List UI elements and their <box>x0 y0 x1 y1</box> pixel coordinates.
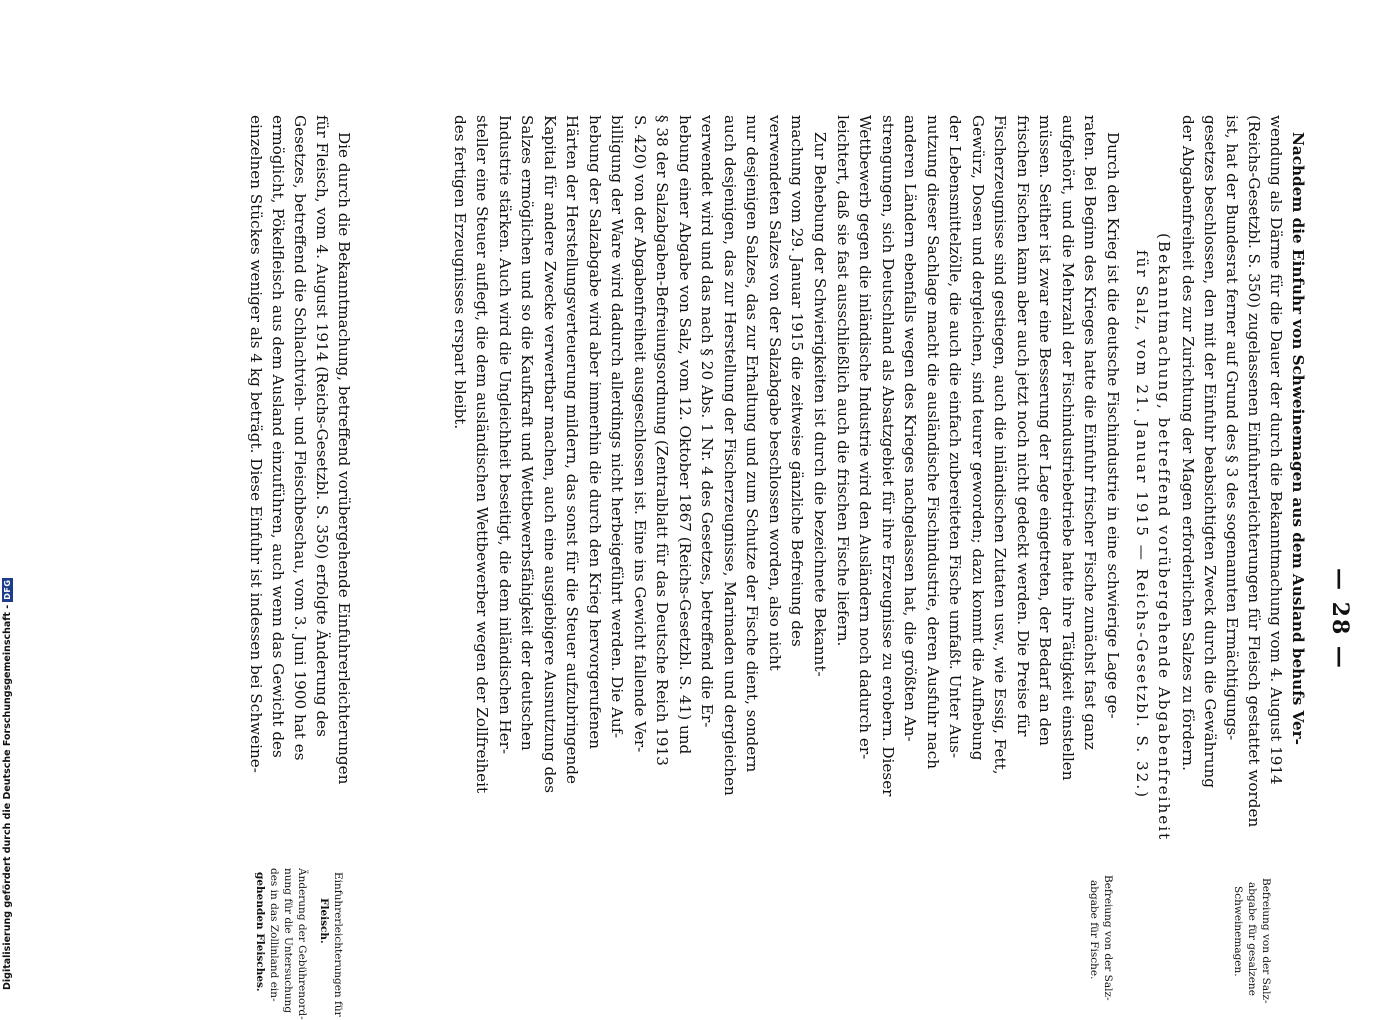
text-line: leichtert, daß sie fast ausschließlich auch die frischen Fische liefern. <box>834 115 852 647</box>
text-line: Salzes ermöglichen und so die Kaufkraft und Wettbewerbsfähigkeit der deutschen <box>518 115 536 751</box>
text-line: ermöglicht, Pökelfleisch aus dem Ausland einzuführen, auch wenn das Gewicht des <box>269 115 287 758</box>
text-line: verwendeten Salzes von der Salzabgabe beschlossen worden, also nicht <box>766 115 784 671</box>
margin-note-line: Fleisch. <box>318 898 330 944</box>
text-line: (Reichs-Gesetzbl. S. 350) zugelassenen Einfuhrerleichterungen für Fleisch gestattet worden <box>1245 115 1263 828</box>
text-line: wendung als Därme für die Dauer der durch die Bekanntmachung vom 4. August 1914 <box>1267 115 1285 785</box>
text-line: Nachdem die Einfuhr von Schweinemagen aus dem Ausland behufs Ver- <box>1289 132 1307 745</box>
text-line: S. 420) von der Abgabenfreiheit ausgeschlossen ist. Eine ins Gewicht fallende Ver- <box>631 115 649 753</box>
margin-note-line: nung für die Untersuchung <box>282 868 294 1014</box>
page-number: — 28 — <box>1327 568 1353 670</box>
margin-note-line: Schweinemagen. <box>1232 886 1244 977</box>
margin-note-line: Befreiung von der Salz- <box>1102 875 1114 1001</box>
text-line: Gesetzes, betreffend die Schlachtvieh- und Fleischbeschau, vom 3. Juni 1900 hat es <box>291 115 309 761</box>
margin-note-line: des in das Zollinland ein- <box>268 868 280 1002</box>
text-line: auch desjenigen, das zur Herstellung der Fischerzeugnisse, Marinaden und dergleichen <box>721 115 739 796</box>
text-line: hebung der Salzabgabe wird aber immerhin die durch den Krieg hervorgerufenen <box>586 115 604 750</box>
text-line: für Fleisch, vom 4. August 1914 (Reichs-Gesetzbl. S. 350) erfolgte Änderung des <box>313 115 331 737</box>
text-line: billigung der Ware wird dadurch allerdings nicht herbeigeführt werden. Die Auf- <box>608 115 626 738</box>
text-line: müssen. Seither ist zwar eine Besserung der Lage eingetreten, der Bedarf an den <box>1036 115 1054 746</box>
text-line: der Lebensmittelzölle, die auch die einfach zubereiteten Fische umfaßt. Unter Aus- <box>946 115 964 759</box>
text-line: frischen Fischen kann aber auch jetzt noch nicht gedeckt werden. Die Preise für <box>1014 115 1032 737</box>
text-line: hebung einer Abgabe von Salz, vom 12. Oktober 1867 (Reichs-Gesetzbl. S. 41) und <box>676 115 694 755</box>
text-line: raten. Bei Beginn des Krieges hatte die Einfuhr frischer Fische zunächst fast ganz <box>1081 115 1099 750</box>
dfg-logo-icon: DFG <box>2 579 12 600</box>
text-line: Die durch die Bekanntmachung, betreffend vorübergehende Einfuhrerleichterungen <box>335 132 353 785</box>
text-line: § 38 der Salzabgaben-Befreiungsordnung (Zentralblatt für das Deutsche Reich 1913 <box>653 115 671 766</box>
text-line: der Abgabenfreiheit des zur Zurichtung der Magen erforderlichen Salzes zu fördern. <box>1179 115 1197 771</box>
text-line: Gewürz, Dosen und dergleichen, sind teurer geworden; dazu kommt die Aufhebung <box>969 115 987 761</box>
text-line: Durch den Krieg ist die deutsche Fischindustrie in eine schwierige Lage ge- <box>1104 132 1122 719</box>
text-line: nutzung dieser Sachlage macht die ausländische Fischindustrie, deren Ausfuhr nach <box>924 115 942 770</box>
text-line: anderen Ländern ebenfalls wegen des Krieges nachgelassen hat, die größten An- <box>901 115 919 742</box>
text-line: ist, hat der Bundesrat ferner auf Grund des § 3 des sogenannten Ermächtigungs- <box>1223 115 1241 741</box>
text-line: des fertigen Erzeugnisses erspart bleibt. <box>451 115 469 430</box>
margin-note-line: abgabe für gesalzene <box>1246 882 1258 996</box>
text-line: Zur Behebung der Schwierigkeiten ist durch die bezeichnete Bekannt- <box>811 132 829 677</box>
text-line: steller eine Steuer auflegt, die dem ausländischen Wettbewerber wegen der Zollfreiheit <box>473 115 491 794</box>
text-line: Kapital für andere Zwecke verwertbar machen, auch eine ausgiebigere Ausnutzung des <box>541 115 559 793</box>
text-line: machung vom 29. Januar 1915 die zeitweise gänzliche Befreiung des <box>788 115 806 647</box>
text-line: strengungen, sich Deutschland als Absatzgebiet für ihre Erzeugnisse zu erobern. Dieser <box>879 115 897 797</box>
text-line: Wettbewerb gegen die inländische Industrie wird den Ausländern noch dadurch er- <box>856 115 874 760</box>
margin-note-line: Einfuhrerleichterungen für <box>332 872 344 1017</box>
margin-note-line: Änderung der Gebührenord- <box>296 868 308 1020</box>
margin-note-line: abgabe für Fische. <box>1088 880 1100 980</box>
credit-text: Digitalisierung gefördert durch die Deutsche Forschungsgemeinschaft - <box>1 604 13 990</box>
text-line: Fischerzeugnisse sind gestiegen, auch die inländischen Zutaten usw., wie Essig, Fett, <box>991 115 1009 775</box>
text-line: gesetzes beschlossen, den mit der Einfuhr beabsichtigten Zweck durch die Gewährung <box>1201 115 1219 788</box>
citation-line: für Salz, vom 21. Januar 1915 — Reichs-Gesetzbl. S. 32.) <box>1133 250 1151 800</box>
citation-line: (Bekanntmachung, betreffend vorübergehende Abgabenfreiheit <box>1155 233 1173 842</box>
margin-note-line: Befreiung von der Salz- <box>1260 878 1272 1004</box>
text-line: einzelnen Stückes weniger als 4 kg beträgt. Diese Einfuhr ist indessen bei Schweine- <box>247 115 265 773</box>
margin-note-line: gehenden Fleisches. <box>254 872 266 992</box>
text-line: Härten der Herstellungsverteuerung mildern, das sonst für die Steuer aufzubringende <box>563 115 581 784</box>
text-line: verwendet wird und das nach § 20 Abs. 1 Nr. 4 des Gesetzes, betreffend die Er- <box>698 115 716 728</box>
text-line: aufgehört, und die Mehrzahl der Fischindustriebetriebe hatte ihre Tätigkeit einstellen <box>1059 115 1077 781</box>
text-line: nur desjenigen Salzes, das zur Erhaltung und zum Schutze der Fische dient, sondern <box>743 115 761 773</box>
text-line: Industrie stärken. Auch wird die Ungleichheit beseitigt, die dem inländischen Her- <box>496 115 514 755</box>
